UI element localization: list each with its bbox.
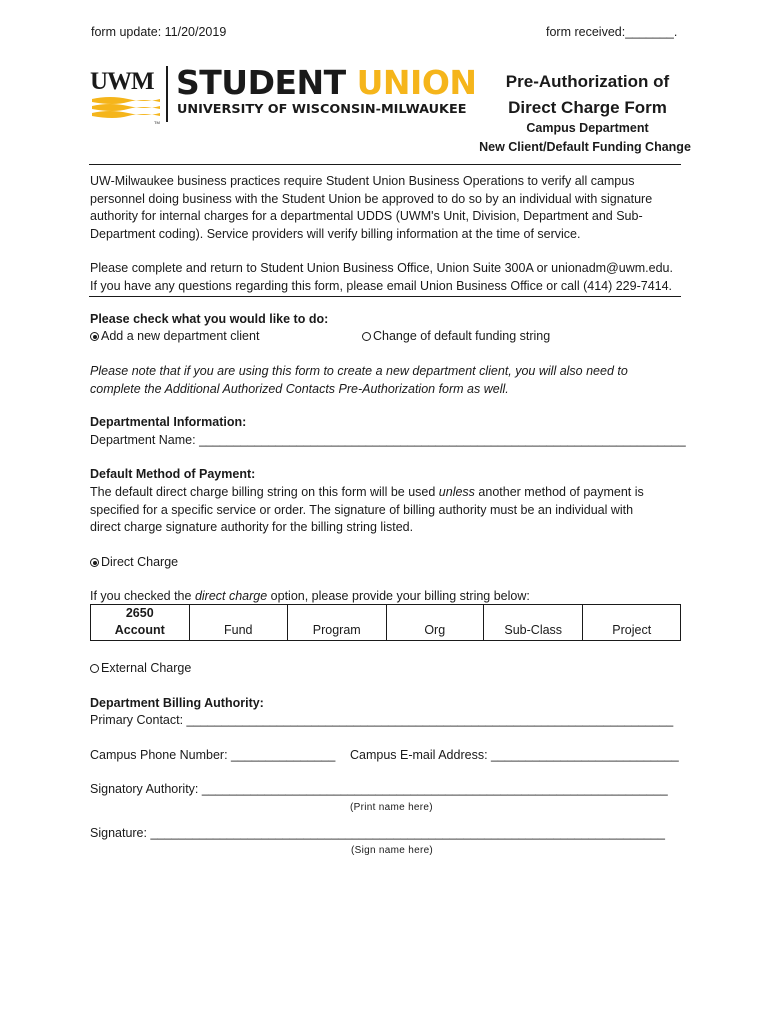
form-update-date: form update: 11/20/2019: [91, 25, 227, 39]
add-client-label: Add a new department client: [101, 329, 260, 343]
return-line: Please complete and return to Student Union Business Office, Union Suite 300A or unionadm@uwm.edu.: [90, 261, 673, 275]
signatory-authority-field[interactable]: Signatory Authority: ___________________________________________________________________: [90, 782, 668, 796]
option-external-charge[interactable]: [90, 660, 191, 678]
org-header: Org: [424, 623, 446, 637]
billing-text: If you checked the: [90, 589, 195, 603]
intro-line: UW-Milwaukee business practices require Student Union Business Operations to verify all campus: [90, 174, 635, 188]
change-funding-radio[interactable]: [362, 332, 371, 341]
intro-line: authority for internal charges for a departmental UDDS (UWM's Unit, Division, Department and Sub-: [90, 209, 643, 223]
form-title-line2: Direct Charge Form: [508, 98, 667, 117]
return-instructions: [90, 260, 673, 295]
form-subtitle-line2: New Client/Default Funding Change: [479, 140, 691, 154]
print-name-caption: (Print name here): [350, 802, 433, 813]
university-name: UNIVERSITY OF WISCONSIN-MILWAUKEE: [177, 102, 467, 117]
billing-cell-subclass[interactable]: [483, 605, 583, 641]
account-header: Account: [114, 623, 165, 637]
billing-string-table: [90, 604, 681, 641]
option-add-client[interactable]: [90, 328, 259, 346]
billing-cell-org[interactable]: [386, 605, 483, 641]
direct-charge-radio[interactable]: [90, 558, 99, 567]
billing-text: option, please provide your billing string below:: [267, 589, 530, 603]
wordmark-union: UNION: [356, 63, 477, 102]
payment-emphasis: unless: [438, 485, 475, 499]
subclass-header: Sub-Class: [504, 623, 563, 637]
billing-emphasis: direct charge: [194, 589, 268, 603]
add-client-radio[interactable]: [90, 332, 99, 341]
return-line: If you have any questions regarding this form, please email Union Business Office or call (414) 229-7414.: [90, 278, 673, 293]
billing-cell-program[interactable]: [288, 605, 387, 641]
project-header: Project: [612, 623, 652, 637]
billing-cell-fund[interactable]: [189, 605, 288, 641]
direct-charge-label: Direct Charge: [101, 555, 179, 569]
program-header: Program: [312, 623, 361, 637]
external-charge-radio[interactable]: [90, 664, 99, 673]
department-name-field[interactable]: Department Name: ______________________________________________________________________: [90, 433, 686, 447]
campus-phone-field[interactable]: Campus Phone Number: _______________: [90, 748, 336, 762]
payment-line: specified for a specific service or order. The signature of billing authority must be an individual with: [90, 502, 634, 517]
billing-cell-account[interactable]: [91, 605, 190, 641]
intro-line: Department coding). Service providers will verify billing information at the time of service.: [90, 226, 581, 241]
note-line: complete the Additional Authorized Contacts Pre-Authorization form as well.: [90, 381, 509, 396]
signature-field[interactable]: Signature: __________________________________________________________________________: [90, 826, 665, 840]
billing-instructions: [90, 588, 530, 606]
option-direct-charge[interactable]: [90, 554, 178, 572]
note-line: Please note that if you are using this form to create a new department client, you will also need to: [90, 364, 628, 378]
wordmark-student: STUDENT: [176, 63, 346, 102]
payment-heading: Default Method of Payment:: [90, 467, 256, 481]
student-union-wordmark: [176, 65, 477, 101]
payment-line: [90, 484, 644, 502]
uwm-logo: [90, 68, 162, 124]
choice-note: [90, 363, 628, 398]
payment-line: direct charge signature authority for the billing string listed.: [90, 520, 414, 534]
uwm-logo-trademark: TM: [154, 120, 160, 125]
intro-paragraph: [90, 173, 652, 243]
form-subtitle-line1: Campus Department: [526, 121, 649, 135]
choice-heading: Please check what you would like to do:: [90, 312, 329, 326]
billing-cell-project[interactable]: [583, 605, 681, 641]
option-change-funding[interactable]: [362, 328, 550, 346]
header-divider: [89, 164, 681, 165]
campus-email-field[interactable]: Campus E-mail Address: ___________________________: [350, 748, 679, 762]
payment-text: The default direct charge billing string on this form will be used: [90, 485, 439, 499]
dept-info-heading: Departmental Information:: [90, 415, 247, 429]
return-divider: [89, 296, 681, 297]
logo-divider: [166, 66, 168, 122]
uwm-logo-text: UWM: [90, 68, 154, 95]
fund-header: Fund: [224, 623, 253, 637]
intro-line: personnel doing business with the Student Union be approved to do so by an individual with signature: [90, 191, 653, 206]
form-received-field: form received:_______.: [546, 25, 678, 39]
sign-name-caption: (Sign name here): [351, 845, 434, 856]
change-funding-label: Change of default funding string: [373, 329, 551, 343]
external-charge-label: External Charge: [101, 661, 192, 675]
authority-heading: Department Billing Authority:: [90, 696, 264, 710]
account-value: 2650: [125, 606, 154, 620]
payment-text: another method of payment is: [474, 485, 644, 499]
form-title-line1: Pre-Authorization of: [505, 72, 670, 91]
primary-contact-field[interactable]: Primary Contact: ______________________________________________________________________: [90, 713, 674, 727]
uwm-logo-stripes: [90, 96, 162, 122]
payment-paragraph: [90, 484, 644, 537]
